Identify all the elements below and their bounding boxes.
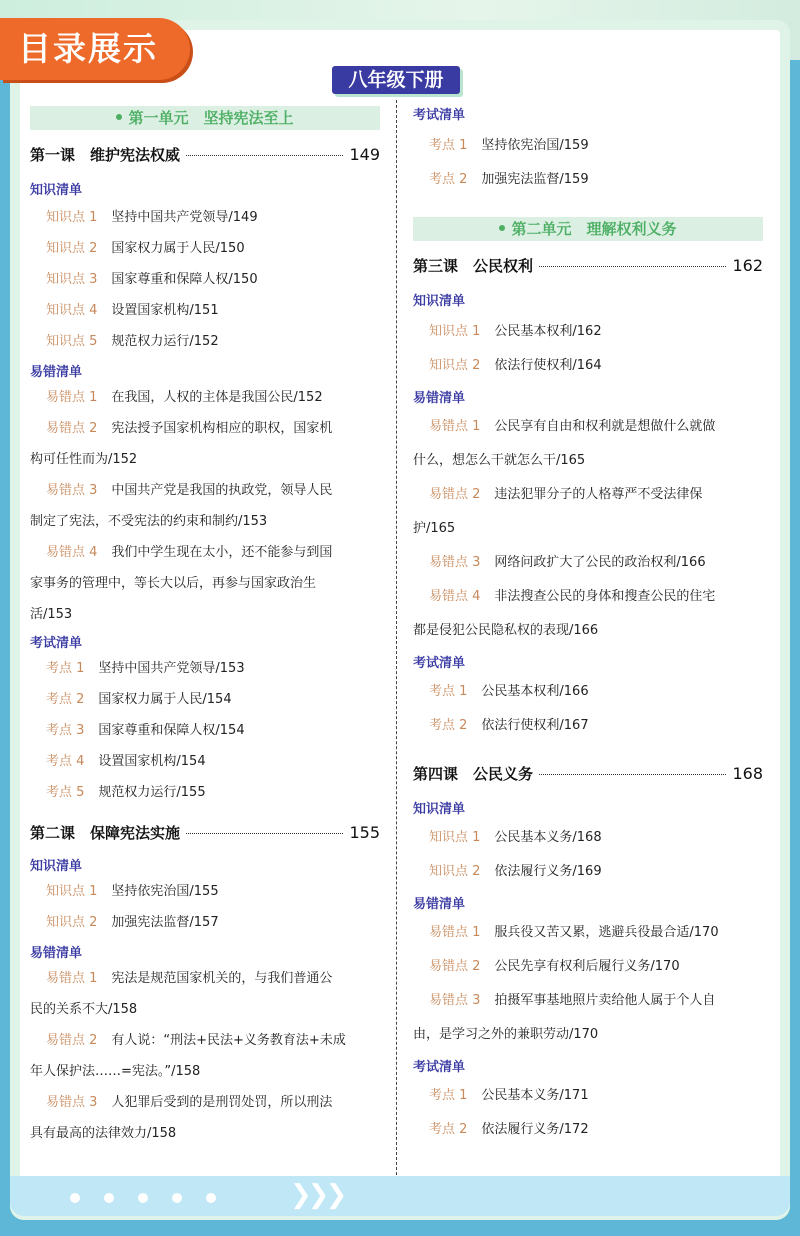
list-item [413, 855, 763, 889]
item-text: 国家尊重和保障人权/150 [111, 272, 258, 287]
item-tag: 考点 2 [429, 1122, 468, 1137]
item-text: 依法行使权利/164 [494, 358, 602, 373]
leader-dots [186, 155, 343, 156]
list-item [30, 537, 380, 568]
item-text: 违法犯罪分子的人格尊严不受法律保 [494, 487, 703, 502]
page-number: 162 [732, 256, 763, 275]
list-item [30, 1025, 380, 1056]
lesson-entry[interactable] [30, 822, 380, 843]
list-item [413, 315, 763, 349]
unit-title: 第二单元 理解权利义务 [511, 220, 677, 238]
item-tag: 知识点 5 [46, 334, 98, 349]
item-text: 网络问政扩大了公民的政治权利/166 [494, 555, 706, 570]
item-tag: 易错点 4 [429, 589, 481, 604]
list-item [30, 295, 380, 326]
list-item [413, 916, 763, 950]
list-item [30, 202, 380, 233]
list-item-continuation: 年人保护法……=宪法。”/158 [30, 1064, 201, 1079]
dot-icon [172, 1193, 182, 1203]
item-tag: 知识点 2 [46, 915, 98, 930]
item-text: 人犯罪后受到的是刑罚处罚，所以刑法 [111, 1095, 333, 1110]
item-text: 坚持中国共产党领导/153 [98, 661, 245, 676]
item-tag: 知识点 1 [46, 884, 98, 899]
item-text: 加强宪法监督/157 [111, 915, 219, 930]
item-text: 有人说：“刑法+民法+义务教育法+未成 [111, 1033, 346, 1048]
list-item [30, 963, 380, 994]
list-item-continuation: 家事务的管理中，等长大以后，再参与国家政治生 [30, 576, 317, 591]
list-item [30, 413, 380, 444]
item-tag: 考点 1 [46, 661, 85, 676]
list-item [413, 950, 763, 984]
list-item [413, 129, 763, 163]
list-item [413, 1113, 763, 1147]
chevron-right-icon: ❯❯❯ [290, 1180, 344, 1210]
list-item [413, 349, 763, 383]
page-number: 168 [732, 764, 763, 783]
section-heading: 知识清单 [30, 183, 83, 198]
page-number: 149 [349, 145, 380, 164]
list-item [30, 777, 380, 808]
item-text: 公民基本权利/162 [494, 324, 602, 339]
item-tag: 知识点 3 [46, 272, 98, 287]
section-heading: 易错清单 [413, 897, 466, 912]
item-tag: 考点 1 [429, 1088, 468, 1103]
item-tag: 知识点 2 [429, 864, 481, 879]
section-heading: 易错清单 [413, 391, 466, 406]
page-number: 155 [349, 823, 380, 842]
lesson-title: 第四课 公民义务 [413, 765, 534, 783]
item-tag: 知识点 1 [429, 830, 481, 845]
list-item [30, 382, 380, 413]
list-item [30, 264, 380, 295]
bullet-icon [499, 225, 505, 231]
item-text: 坚持依宪治国/155 [111, 884, 219, 899]
item-tag: 易错点 1 [46, 390, 98, 405]
list-item [413, 821, 763, 855]
item-tag: 考点 3 [46, 723, 85, 738]
item-text: 服兵役又苦又累，逃避兵役最合适/170 [494, 925, 719, 940]
item-text: 设置国家机构/151 [111, 303, 219, 318]
item-text: 加强宪法监督/159 [481, 172, 589, 187]
item-tag: 易错点 3 [46, 1095, 98, 1110]
list-item-continuation: 由，是学习之外的兼职劳动/170 [413, 1027, 599, 1042]
list-item-continuation: 制定了宪法，不受宪法的约束和制约/153 [30, 514, 268, 529]
unit-title: 第一单元 坚持宪法至上 [128, 109, 294, 127]
list-item-continuation: 都是侵犯公民隐私权的表现/166 [413, 623, 599, 638]
item-tag: 易错点 3 [46, 483, 98, 498]
item-tag: 考点 2 [46, 692, 85, 707]
list-item [413, 580, 763, 614]
lesson-title: 第一课 维护宪法权威 [30, 146, 181, 164]
list-item [30, 326, 380, 357]
item-text: 非法搜查公民的身体和搜查公民的住宅 [494, 589, 716, 604]
item-tag: 易错点 4 [46, 545, 98, 560]
item-text: 国家权力属于人民/154 [98, 692, 232, 707]
item-text: 依法履行义务/169 [494, 864, 602, 879]
list-item-continuation: 活/153 [30, 607, 73, 622]
item-tag: 易错点 3 [429, 555, 481, 570]
item-tag: 易错点 2 [429, 487, 481, 502]
leader-dots [539, 774, 726, 775]
item-text: 公民基本义务/168 [494, 830, 602, 845]
left-column [30, 100, 380, 1149]
list-item [30, 876, 380, 907]
leader-dots [539, 266, 726, 267]
dot-icon [70, 1193, 80, 1203]
lesson-entry[interactable] [413, 763, 763, 784]
item-text: 拍摄军事基地照片卖给他人属于个人自 [494, 993, 716, 1008]
list-item [413, 1079, 763, 1113]
item-tag: 考点 1 [429, 138, 468, 153]
item-text: 我们中学生现在太小，还不能参与到国 [111, 545, 333, 560]
section-heading: 考试清单 [413, 108, 466, 123]
item-tag: 知识点 1 [46, 210, 98, 225]
list-item [30, 475, 380, 506]
page-title: 目录展示 [0, 18, 190, 80]
right-column [413, 100, 763, 1147]
list-item [30, 684, 380, 715]
section-heading: 知识清单 [413, 294, 466, 309]
unit-header-2 [413, 217, 763, 241]
item-tag: 易错点 3 [429, 993, 481, 1008]
item-text: 依法履行义务/172 [481, 1122, 589, 1137]
item-tag: 知识点 4 [46, 303, 98, 318]
item-text: 公民先享有权利后履行义务/170 [494, 959, 680, 974]
list-item [413, 709, 763, 743]
item-text: 在我国，人权的主体是我国公民/152 [111, 390, 323, 405]
item-text: 坚持中国共产党领导/149 [111, 210, 258, 225]
list-item [30, 233, 380, 264]
list-item [30, 1087, 380, 1118]
list-item [413, 410, 763, 444]
section-heading: 易错清单 [30, 946, 83, 961]
section-heading: 考试清单 [413, 1060, 466, 1075]
item-text: 公民基本义务/171 [481, 1088, 589, 1103]
dot-icon [104, 1193, 114, 1203]
item-text: 国家尊重和保障人权/154 [98, 723, 245, 738]
item-tag: 知识点 2 [46, 241, 98, 256]
bullet-icon [116, 114, 122, 120]
section-heading: 知识清单 [413, 802, 466, 817]
item-text: 设置国家机构/154 [98, 754, 206, 769]
item-text: 中国共产党是我国的执政党，领导人民 [111, 483, 333, 498]
item-text: 公民享有自由和权利就是想做什么就做 [494, 419, 716, 434]
list-item [413, 546, 763, 580]
item-tag: 考点 2 [429, 172, 468, 187]
section-heading: 考试清单 [30, 636, 83, 651]
list-item-continuation: 具有最高的法律效力/158 [30, 1126, 177, 1141]
lesson-entry[interactable] [413, 255, 763, 276]
lesson-title: 第三课 公民权利 [413, 257, 534, 275]
list-item-continuation: 民的关系不大/158 [30, 1002, 138, 1017]
item-text: 坚持依宪治国/159 [481, 138, 589, 153]
column-divider [396, 100, 397, 1175]
section-heading: 知识清单 [30, 859, 83, 874]
item-text: 宪法授予国家机构相应的职权，国家机 [111, 421, 333, 436]
list-item [413, 478, 763, 512]
item-text: 公民基本权利/166 [481, 684, 589, 699]
dot-icon [206, 1193, 216, 1203]
list-item [30, 715, 380, 746]
item-text: 规范权力运行/155 [98, 785, 206, 800]
section-heading: 考试清单 [413, 656, 466, 671]
item-tag: 知识点 2 [429, 358, 481, 373]
item-tag: 易错点 1 [46, 971, 98, 986]
item-tag: 考点 2 [429, 718, 468, 733]
item-tag: 知识点 1 [429, 324, 481, 339]
dot-icon [138, 1193, 148, 1203]
item-tag: 考点 5 [46, 785, 85, 800]
item-text: 国家权力属于人民/150 [111, 241, 245, 256]
list-item-continuation: 构可任性而为/152 [30, 452, 138, 467]
list-item-continuation: 什么，想怎么干就怎么干/165 [413, 453, 586, 468]
list-item [30, 746, 380, 777]
item-tag: 易错点 2 [46, 1033, 98, 1048]
list-item [30, 907, 380, 938]
item-tag: 易错点 1 [429, 925, 481, 940]
item-tag: 易错点 1 [429, 419, 481, 434]
item-tag: 易错点 2 [46, 421, 98, 436]
item-tag: 易错点 2 [429, 959, 481, 974]
list-item [30, 653, 380, 684]
item-text: 依法行使权利/167 [481, 718, 589, 733]
item-text: 宪法是规范国家机关的，与我们普通公 [111, 971, 333, 986]
list-item [413, 984, 763, 1018]
unit-header-1 [30, 106, 380, 130]
item-tag: 考点 1 [429, 684, 468, 699]
list-item [413, 163, 763, 197]
item-tag: 考点 4 [46, 754, 85, 769]
lesson-entry[interactable] [30, 144, 380, 165]
item-text: 规范权力运行/152 [111, 334, 219, 349]
section-heading: 易错清单 [30, 365, 83, 380]
grade-badge: 八年级下册 [332, 66, 460, 94]
leader-dots [186, 833, 343, 834]
lesson-title: 第二课 保障宪法实施 [30, 824, 181, 842]
list-item-continuation: 护/165 [413, 521, 456, 536]
decorative-dots [70, 1188, 240, 1207]
list-item [413, 675, 763, 709]
